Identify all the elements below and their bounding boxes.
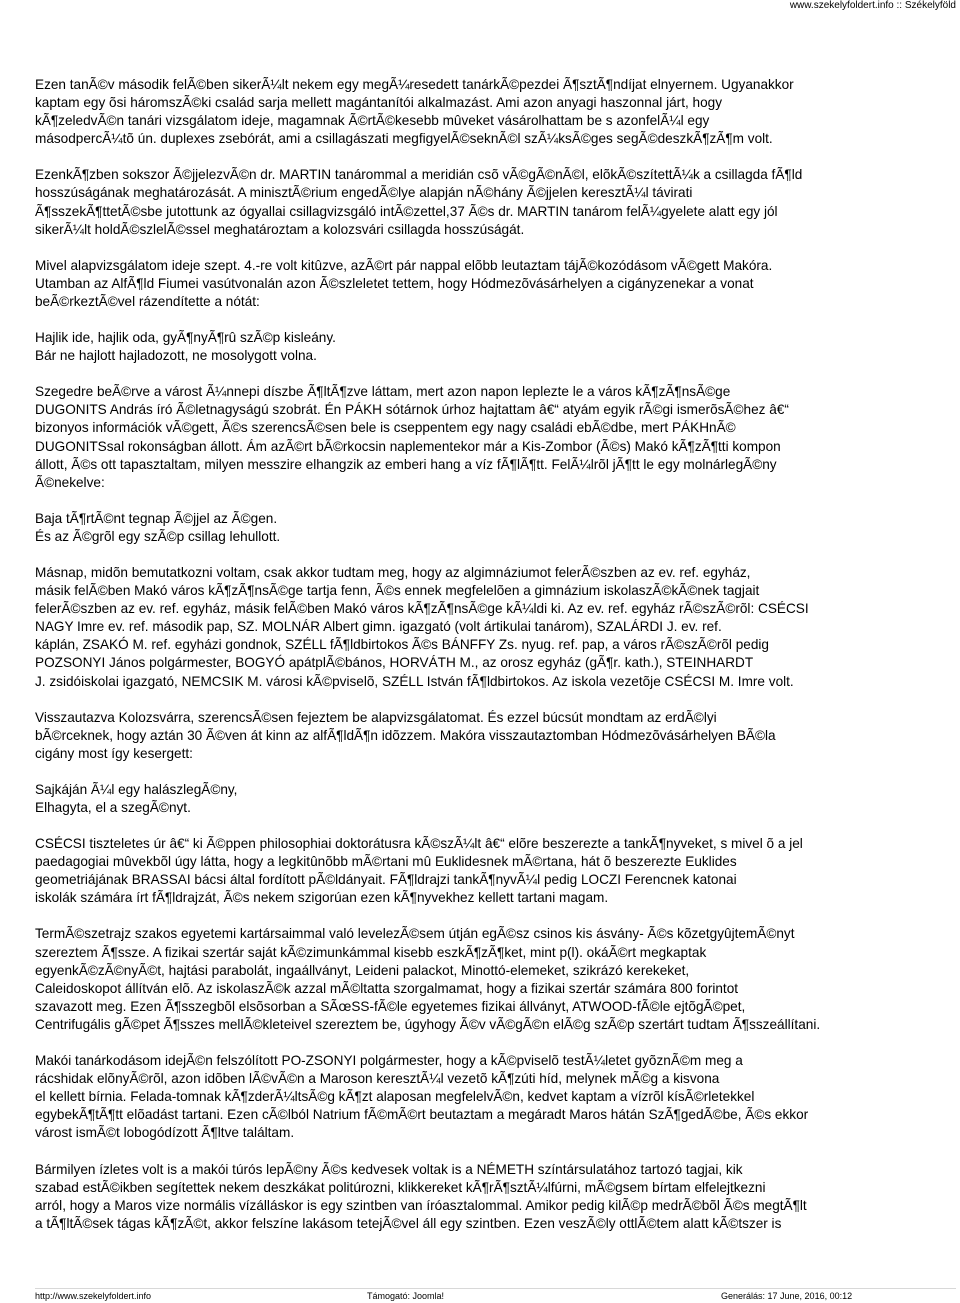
paragraph-line: POZSONYI János polgármester, BOGYÓ apátplÃ©bános, HORVÁTH M., az orosz egyház (gÃ¶r. kath.), STEINHARDT	[35, 655, 754, 671]
paragraph-line: cigány most így kesergett:	[35, 745, 193, 761]
paragraph-line: Mivel alapvizsgálatom ideje szept. 4.-re volt kitûzve, azÃ©rt pár nappal elõbb leutaztam tájÃ©kozódásom vÃ©gett Makóra.	[35, 257, 773, 273]
paragraph-line: másik felÃ©ben Makó város kÃ¶zÃ¶nsÃ©ge tartja fenn, Ã©s ennek megfelelõen a gimnázium iskolaszÃ©kÃ©nek tagjait	[35, 583, 760, 599]
paragraph	[35, 76, 960, 148]
paragraph-line: kÃ¶zeledvÃ©n tanári vizsgálatom ideje, magamnak Ã©rtÃ©kesebb mûveket vásárolhattam be s azonfelÃ¼l egy	[35, 113, 710, 129]
paragraph-line: a tÃ¶ltÃ©sek tágas kÃ¶zÃ©t, akkor felszíne lakásom tetejÃ©vel áll egy szintben. Ezen veszÃ©ly ottlÃ©tem alatt kÃ©tszer is	[35, 1215, 782, 1231]
paragraph-line: szereztem Ã¶ssze. A fizikai szertár saját kÃ©zimunkámmal kisebb eszkÃ¶zÃ¶ket, mint p(l). okáÃ©rt megkaptak	[35, 944, 707, 960]
paragraph-line: NAGY Imre ev. ref. második pap, SZ. MOLNÁR Albert gimn. igazgató (volt ártikulai tanárom), SZALÁRDI J. ev. ref.	[35, 619, 722, 635]
paragraph-line: szabad estÃ©ikben segítettek nekem deszkákat politúrozni, klikkereket kÃ¶rÃ¶sztÃ¼lfúrni, mÃ©gsem bírtam elfelejtkezni	[35, 1179, 766, 1195]
verse-line: Bár ne hajlott hajladozott, ne mosolygott volna.	[35, 348, 317, 364]
paragraph-line: egybekÃ¶tÃ¶tt elõadást tartani. Ezen cÃ©lból Natrium fÃ©mÃ©rt beutaztam a megáradt Maros hátán SzÃ¶gedÃ©be, Ã©s ekkor	[35, 1107, 809, 1123]
paragraph	[35, 925, 960, 1034]
paragraph	[35, 709, 960, 763]
paragraph-line: arról, hogy a Maros vize normális vízálláskor is egy szintben van íróasztalommal. Amikor pedig kilÃ©p medrÃ©bõl Ã©s megtÃ¶lt	[35, 1197, 807, 1213]
paragraph-line: Centrifugális gÃ©pet Ã¶sszes mellÃ©kleteivel szereztem be, úgyhogy Ã©v vÃ©gÃ©n elÃ©g szÃ©p szertárt tudtam Ã¶sszeállítani.	[35, 1016, 821, 1032]
paragraph-line: EzenkÃ¶zben sokszor Ã©jjelezvÃ©n dr. MARTIN tanárommal a meridián csõ vÃ©gÃ©nÃ©l, elõkÃ©szítettÃ¼k a csillagda fÃ¶ld	[35, 167, 803, 183]
paragraph-line: iskolák számára írt fÃ¶ldrajzát, Ã©s nekem szigorúan ezen kÃ¶nyvekhez kellett tartani magam.	[35, 890, 609, 906]
paragraph-line: egyenkÃ©zÃ©nyÃ©t, hajtási parabolát, ingaállványt, Leideni palackot, Minottó-elemeket, szikrázó kerekeket,	[35, 962, 690, 978]
paragraph	[35, 835, 960, 907]
verse-line: Sajkáján Ã¼l egy halászlegÃ©ny,	[35, 781, 238, 797]
paragraph-line: Bármilyen ízletes volt is a makói túrós lepÃ©ny Ã©s kedvesek voltak is a NÉMETH színtársulatához tartozó tagjai, kik	[35, 1161, 743, 1177]
paragraph-line: Utamban az AlfÃ¶ld Fiumei vasútvonalán azon Ã©szleletet tettem, hogy Hódmezõvásárhelyen a cigányzenekar a vonat	[35, 275, 754, 291]
paragraph	[35, 383, 960, 492]
paragraph-line: Ã©nekelve:	[35, 474, 105, 490]
paragraph-line: Visszautazva Kolozsvárra, szerencsÃ©sen fejeztem be alapvizsgálatomat. És ezzel búcsút mondtam az erdÃ©lyi	[35, 709, 717, 725]
paragraph-line: várost ismÃ©t lobogódízott Ã¶ltve találtam.	[35, 1125, 295, 1141]
article-body	[35, 76, 960, 1251]
site-header: www.szekelyfoldert.info :: Székelyföld	[789, 0, 956, 11]
paragraph-line: kaptam egy õsi háromszÃ©ki család sarja mellett magántanítói alkalmazást. Ami azon anyagi haszonnal járt, hogy	[35, 95, 723, 111]
paragraph-line: bizonyos információk vÃ©gett, Ã©s szerencsÃ©sen bele is cseppentem egy nagy családi ebÃ©dbe, mert PÁKHnÃ©	[35, 420, 736, 436]
paragraph-line: sikerÃ¼lt holdÃ©szlelÃ©ssel meghatároztam a kolozsvári csillagda hosszúságát.	[35, 221, 525, 237]
paragraph-line: el kellett bírnia. Felada-tomnak kÃ¶zderÃ¼ltsÃ©g kÃ¶zt alaposan megfelelvÃ©n, kedvet kaptam a vízrõl kísÃ©rletekkel	[35, 1089, 755, 1105]
paragraph	[35, 1161, 960, 1233]
paragraph-line: DUGONITSsal rokonságban állott. Ám azÃ©rt bÃ©rkocsin naplementekor már a Kis-Zombor (Ã©s) Makó kÃ¶zÃ¶tti kompon	[35, 438, 781, 454]
paragraph-line: bÃ©rceknek, hogy aztán 30 Ã©ven át kinn az alfÃ¶ldÃ¶n idõzzem. Makóra visszautaztomban Hódmezõvásárhelyen BÃ©la	[35, 727, 776, 743]
paragraph-line: paedagogiai mûvekbõl úgy látta, hogy a legkitûnõbb mÃ©rtani mû Euklidesnek mÃ©rtana, hát õ beszerezte Euklides	[35, 854, 737, 870]
footer-generated-date: Generálás: 17 June, 2016, 00:12	[721, 1291, 853, 1301]
page-footer	[35, 1290, 956, 1302]
verse-block	[35, 781, 960, 817]
paragraph	[35, 564, 960, 691]
paragraph-line: TermÃ©szetrajz szakos egyetemi kartársaimmal való levelezÃ©sem útján egÃ©sz csinos kis ásvány- Ã©s kõzetgyûjtemÃ©nyt	[35, 926, 795, 942]
paragraph-line: káplán, ZSAKÓ M. ref. egyházi gondnok, SZÉLL fÃ¶ldbirtokos Ã©s BÁNFFY Zs. nyug. ref. pap, a város rÃ©szÃ©rõl pedig	[35, 637, 769, 653]
verse-block	[35, 329, 960, 365]
paragraph-line: Ã¶sszekÃ¶ttetÃ©sbe jutottunk az ógyallai csillagvizsgáló intÃ©zettel,37 Ã©s dr. MARTIN tanárom felÃ¼gyelete alatt egy jól	[35, 203, 778, 219]
verse-line: Elhagyta, el a szegÃ©nyt.	[35, 800, 191, 815]
paragraph-line: beÃ©rkeztÃ©vel rázendítette a nótát:	[35, 293, 260, 309]
paragraph-line: J. zsidóiskolai igazgató, NEMCSIK M. városi kÃ©pviselõ, SZÉLL István fÃ¶ldbirtokos. Az iskola vezetõje CSÉCSI M. Imre volt.	[35, 673, 794, 689]
paragraph-line: Ezen tanÃ©v második felÃ©ben sikerÃ¼lt nekem egy megÃ¼resedett tanárkÃ©pezdei Ã¶sztÃ¶ndíjat elnyernem. Ugyanakkor	[35, 77, 794, 92]
footer-sponsor: Támogató: Joomla!	[367, 1291, 445, 1301]
paragraph-line: CSÉCSI tiszteletes úr â€“ ki Ã©ppen philosophiai doktorátusra kÃ©szÃ¼lt â€“ elõre beszerezte a tankÃ¶nyveket, s mivel õ a jel	[35, 836, 803, 852]
verse-line: Baja tÃ¶rtÃ©nt tegnap Ã©jjel az Ã©gen.	[35, 510, 278, 526]
verse-block	[35, 510, 960, 546]
paragraph-line: geometriájának BRASSAI bácsi által fordított pÃ©ldányait. FÃ¶ldrajzi tankÃ¶nyvÃ¼l pedig LOCZI Ferencnek katonai	[35, 872, 737, 888]
paragraph	[35, 1052, 960, 1142]
paragraph-line: állott, Ã©s ott tapasztaltam, milyen messzire elhangzik az emberi hang a víz fÃ¶lÃ¶tt. FelÃ¼lrõl jÃ¶tt le egy molnárlegÃ©ny	[35, 456, 777, 472]
paragraph-line: Makói tanárkodásom idejÃ©n felszólított PO-ZSONYI polgármester, hogy a kÃ©pviselõ testÃ¼letet gyõznÃ©m meg a	[35, 1053, 743, 1069]
footer-url-link[interactable]: http://www.szekelyfoldert.info	[35, 1291, 152, 1301]
paragraph	[35, 166, 960, 238]
paragraph-line: DUGONITS András író Ã©letnagyságú szobrát. Én PÁKH sótárnok úrhoz hajtattam â€“ atyám egyik rÃ©gi ismerõsÃ©hez â€“	[35, 402, 789, 418]
verse-line: És az Ã©grõl egy szÃ©p csillag lehullott.	[35, 528, 281, 544]
paragraph-line: Caleidoskopot állítván elõ. Az iskolaszÃ©k azzal mÃ©ltatta szorgalmamat, hogy a fizikai szertár számára 800 forintot	[35, 980, 739, 996]
paragraph-line: hosszúságának meghatározását. A minisztÃ©rium engedÃ©lye alapján nÃ©hány Ã©jjelen keresztÃ¼l távirati	[35, 185, 693, 201]
paragraph-line: Szegedre beÃ©rve a várost Ã¼nnepi díszbe Ã¶ltÃ¶zve láttam, mert azon napon leplezte le a város kÃ¶zÃ¶nsÃ©ge	[35, 384, 731, 400]
verse-line: Hajlik ide, hajlik oda, gyÃ¶nyÃ¶rû szÃ©p kisleány.	[35, 330, 336, 346]
paragraph-line: szavazott meg. Ezen Ã¶sszegbõl elsõsorban a SÃœSS-fÃ©le egyetemes fizikai állványt, ATWOOD-fÃ©le ejtõgÃ©pet,	[35, 998, 746, 1014]
paragraph-line: másodpercÃ¼tõ ún. duplexes zsebórát, ami a csillagászati megfigyelÃ©seknÃ©l szÃ¼ksÃ©ges segÃ©deszkÃ¶zÃ¶m volt.	[35, 131, 773, 147]
paragraph-line: Másnap, midõn bemutatkozni voltam, csak akkor tudtam meg, hogy az algimnáziumot felerÃ©szben az ev. ref. egyház,	[35, 564, 751, 580]
paragraph-line: felerÃ©szben az ev. ref. egyház, másik felÃ©ben Makó város kÃ¶zÃ¶nsÃ©ge kÃ¼ldi ki. Az ev. ref. egyház rÃ©szÃ©rõl: CSÉCSI	[35, 601, 809, 617]
footer-divider	[35, 1288, 956, 1289]
paragraph-line: rácshidak elõnyÃ©rõl, azon idõben lÃ©vÃ©n a Maroson keresztÃ¼l vezetõ kÃ¶zúti híd, melynek mÃ©g a kisvona	[35, 1071, 720, 1087]
paragraph	[35, 257, 960, 311]
